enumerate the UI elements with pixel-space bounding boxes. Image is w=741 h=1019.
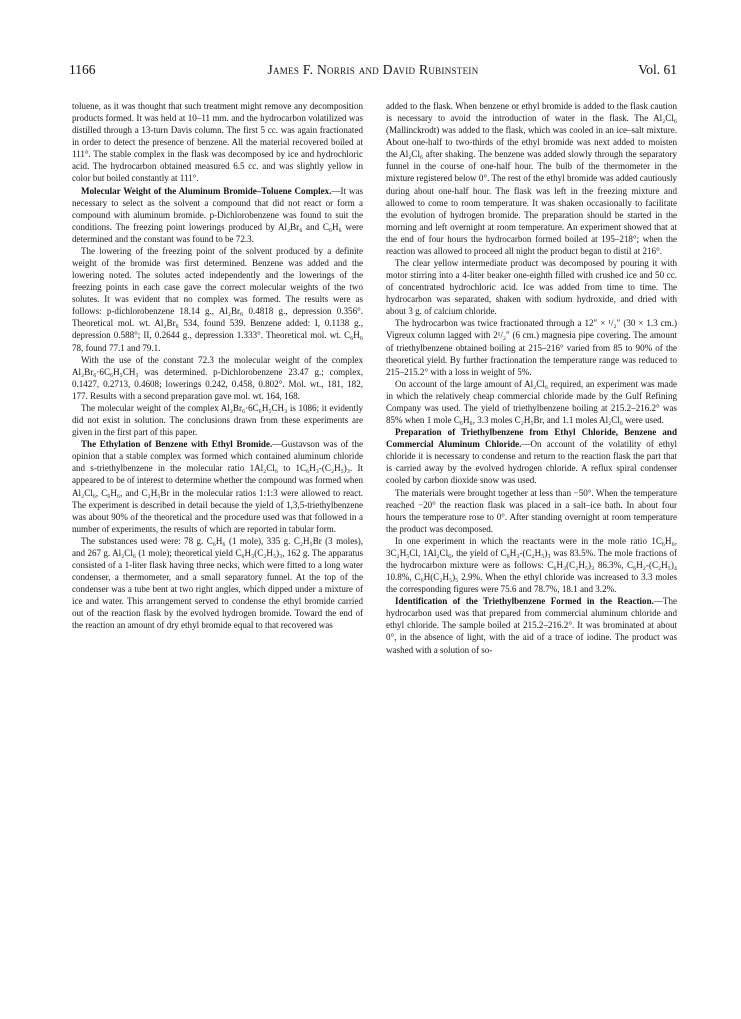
volume-label: Vol. 61	[638, 62, 677, 77]
section-heading: Preparation of Triethylbenzene from Ethyl Chloride, Benzene and Commercial Aluminum Chloride.	[386, 427, 677, 450]
paragraph: The hydrocarbon was twice fractionated through a 12″ × ¹/₂″ (30 × 1.3 cm.) Vigreux column lagged with 2¹/₂″ (6 cm.) magnesia pipe covering. The amount of triethylbenzene obtained boiling at 215–216° varied from 85 to 90% of the theoretical yield. By further fractionation the temperature range was reduced to 215–215.2° with a loss in weight of 5%.	[386, 318, 677, 377]
section-paragraph: Preparation of Triethylbenzene from Ethyl Chloride, Benzene and Commercial Aluminum Chloride.—On account of the volatility of ethyl chloride it is necessary to condense and return to the reaction flask the part that is carried away by the evolved hydrogen chloride. A reflux spiral condenser cooled by carbon dioxide snow was used.	[386, 427, 677, 486]
paragraph: In one experiment in which the reactants were in the mole ratio 1C₆H₆, 3C₂H₅Cl, 1Al₂Cl₆, the yield of C₆H₃-(C₂H₅)₃ was 83.5%. The mole fractions of the hydrocarbon mixture were as follows: C₆H₃(C₂H₅)₃ 86.3%, C₆H₂-(C₂H₅)₄ 10.8%, C₆H(C₂H₅)₅ 2.9%. When the ethyl chloride was increased to 3.3 moles the corresponding figures were 75.6 and 78.7%, 18.1 and 3.2%.	[386, 535, 677, 595]
running-title: James F. Norris and David Rubinstein	[267, 62, 479, 77]
page-number: 1166	[69, 62, 96, 77]
paragraph: toluene, as it was thought that such treatment might remove any decomposition products formed. It was held at 10–11 mm. and the hydrocarbon volatilized was distilled through a 13-turn Davis column. The first 5 cc. was again fractionated in order to detect the presence of benzene. All the material recovered boiled at 111°. The stable complex in the flask was decomposed by ice and hydrochloric acid. The hydrocarbon obtained measured 6.5 cc. and was slightly yellow in color but boiled constantly at 111°.	[72, 101, 363, 184]
left-column	[72, 100, 363, 631]
paragraph: The materials were brought together at less than −50°. When the temperature reached −20° the reaction flask was placed in a salt–ice bath. In about four hours the temperature rose to 0°. After standing overnight at room temperature the product was decomposed.	[386, 487, 677, 534]
section-paragraph: Molecular Weight of the Aluminum Bromide–Toluene Complex.—It was necessary to select as the solvent a compound that did not react or form a compound with aluminum bromide. p-Dichlorobenzene was found to suit the conditions. The freezing point lowerings produced by Al₂Br₆ and C₆H₆ were determined and the constant was found to be 72.3.	[72, 185, 363, 244]
paragraph: With the use of the constant 72.3 the molecular weight of the complex Al₂Br₆·6C₆H₅CH₃ was determined. p-Dichlorobenzene 23.47 g.; complex, 0.1427, 0.2713, 0.4608; lowerings 0.242, 0.458, 0.802°. Mol. wt., 181, 182, 177. Results with a second preparation gave mol. wt. 164, 168.	[72, 354, 363, 401]
right-column	[386, 100, 677, 656]
paragraph: The lowering of the freezing point of the solvent produced by a definite weight of the bromide was first determined. Benzene was added and the lowering noted. The solutes acted independently and the lowerings of the freezing points in each case gave the correct molecular weights of the two solutes. It was evident that no complex was formed. The results were as follows: p-dichlorobenzene 18.14 g., Al₂Br₆ 0.4818 g., depression 0.356°. Theoretical mol. wt. Al₂Br₆ 534, found 539. Benzene added: I, 0.1138 g., depression 0.588°; II, 0.2644 g., depression 1.333°. Theoretical mol. wt. C₆H₆ 78, found 77.1 and 79.1.	[72, 245, 363, 353]
section-heading: Molecular Weight of the Aluminum Bromide–Toluene Complex.	[81, 185, 332, 196]
section-heading: The Ethylation of Benzene with Ethyl Bromide.	[81, 439, 273, 450]
section-paragraph: Identification of the Triethylbenzene Formed in the Reaction.—The hydrocarbon used was that prepared from commercial aluminum chloride and ethyl chloride. The sample boiled at 215.2–216.2°. It was brominated at about 0°, in the absence of light, with the aid of a trace of iodine. The product was washed with a solution of so-	[386, 596, 677, 655]
paragraph: The clear yellow intermediate product was decomposed by pouring it with motor stirring into a 4-liter beaker one-eighth filled with crushed ice and 50 cc. of concentrated hydrochloric acid. Ice was added from time to time. The hydrocarbon was separated, shaken with sodium hydroxide, and dried with about 3 g. of calcium chloride.	[386, 258, 677, 317]
paragraph: The molecular weight of the complex Al₂Br₆·6C₆H₅CH₃ is 1086; it evidently did not exist in solution. The conclusions drawn from these experiments are given in the first part of this paper.	[72, 402, 363, 438]
section-paragraph: The Ethylation of Benzene with Ethyl Bromide.—Gustavson was of the opinion that a stable complex was formed which contained aluminum chloride and s-triethylbenzene in the molecular ratio 1Al₂Cl₆ to 1C₆H₃-(C₂H₅)₃. It appeared to be of interest to determine whether the compound was formed when Al₂Cl₆, C₆H₆, and C₂H₅Br in the molecular ratios 1:1:3 were allowed to react. The experiment is described in detail because the yield of 1,3,5-triethylbenzene was about 90% of the theoretical and the procedure used was that followed in a number of experiments, the results of which are reported in tabular form.	[72, 439, 363, 534]
paragraph: The substances used were: 78 g. C₆H₆ (1 mole), 335 g. C₂H₅Br (3 moles), and 267 g. Al₂Cl₆ (1 mole); theoretical yield C₆H₃(C₂H₅)₃, 162 g. The apparatus consisted of a 1-liter flask having three necks, which were fitted to a long water condenser, a thermometer, and a small separatory funnel. At the top of the condenser was a tube bent at two right angles, which dipped under a mixture of ice and water. This arrangement served to condense the ethyl bromide carried out of the reaction flask by the evolved hydrogen bromide. Toward the end of the reaction an amount of dry ethyl bromide equal to that recovered was	[72, 535, 363, 631]
section-heading: Identification of the Triethylbenzene Formed in the Reaction.	[395, 596, 654, 607]
running-header	[69, 62, 677, 82]
paragraph: On account of the large amount of Al₂Cl₆ required, an experiment was made in which the relatively cheap commercial chloride made by the Gulf Refining Company was used. The yield of triethylbenzene boiling at 215.2–216.2° was 85% when 1 mole C₆H₆, 3.3 moles C₂H₅Br, and 1.1 moles Al₂Cl₆ were used.	[386, 378, 677, 426]
paragraph: added to the flask. When benzene or ethyl bromide is added to the flask caution is necessary to avoid the introduction of water in the flask. The Al₂Cl₆ (Mallinckrodt) was added to the flask, which was cooled in an ice–salt mixture. About one-half to two-thirds of the ethyl bromide was next added to moisten the Al₂Cl₆ after shaking. The benzene was added slowly through the separatory funnel in the course of one-half hour. The bulb of the thermometer in the mixture registered below 0°. The rest of the ethyl bromide was added cautiously during about one-half hour. The flask was left in the freezing mixture and allowed to come to room temperature. It was shaken occasionally to facilitate the evolution of hydrogen bromide. The preparation should be started in the morning and left overnight at room temperature. An experiment showed that at the end of four hours the hydrocarbon formed boiled at 195–218°; when the reaction was allowed to proceed all night the product began to distil at 216°.	[386, 101, 677, 256]
